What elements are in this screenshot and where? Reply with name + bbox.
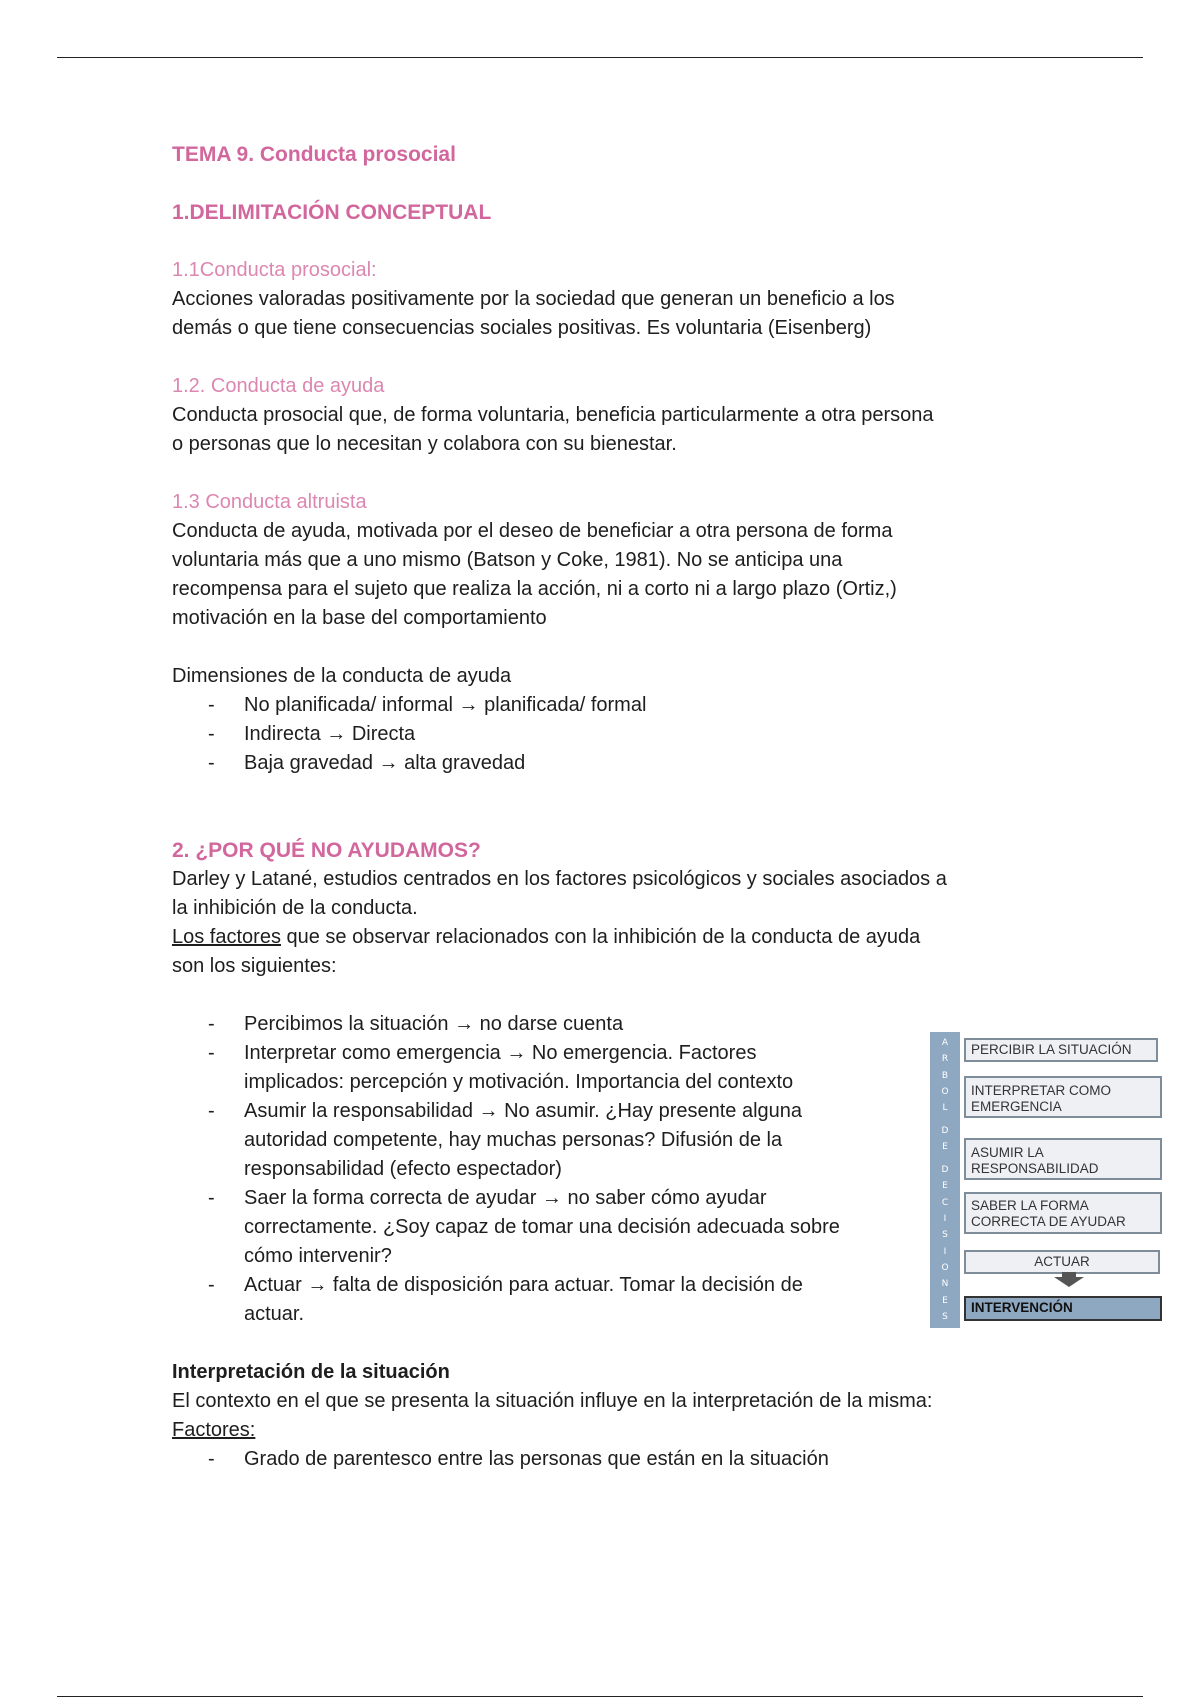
list-item-line: actuar.	[244, 1303, 305, 1325]
vertical-letter: E	[942, 1181, 948, 1192]
tree-step-assume: ASUMIR LA RESPONSABILIDAD	[964, 1138, 1162, 1180]
list-item-line: responsabilidad (efecto espectador)	[244, 1158, 562, 1180]
vertical-letter: O	[941, 1262, 949, 1273]
list-item-line: cómo intervenir?	[244, 1245, 392, 1267]
paragraph-line: Acciones valoradas positivamente por la sociedad que generan un beneficio a los	[172, 288, 895, 310]
dimensions-heading: Dimensiones de la conducta de ayuda	[172, 665, 512, 687]
vertical-letter: S	[942, 1230, 948, 1241]
paragraph-line: Darley y Latané, estudios centrados en los factores psicológicos y sociales asociados a	[172, 868, 947, 890]
list-item: - Grado de parentesco entre las personas que están en la situación	[172, 1445, 1052, 1474]
list-item-line: Percibimos la situación → no darse cuenta	[244, 1013, 624, 1035]
decision-tree-diagram	[930, 1032, 1162, 1328]
vertical-letter: B	[941, 1070, 949, 1081]
tree-step-perceive: PERCIBIR LA SITUACIÓN	[964, 1038, 1158, 1062]
vertical-letter: O	[941, 1086, 949, 1097]
list-item	[172, 1097, 924, 1184]
paragraph-line: demás o que tiene consecuencias sociales positivas. Es voluntaria (Eisenberg)	[172, 317, 872, 339]
vertical-letter: I	[943, 1246, 947, 1257]
subsection-1-3-heading: 1.3 Conducta altruista	[172, 491, 367, 513]
vertical-letter: L	[942, 1103, 948, 1114]
section-2-heading: 2. ¿POR QUÉ NO AYUDAMOS?	[172, 839, 481, 862]
dimensions-list	[172, 691, 1052, 778]
vertical-letter: E	[942, 1142, 948, 1153]
list-item	[172, 1010, 924, 1039]
list-item-line: correctamente. ¿Soy capaz de tomar una decisión adecuada sobre	[244, 1216, 840, 1238]
vertical-letter: A	[941, 1038, 949, 1048]
interpretation-factors-list	[172, 1445, 1052, 1474]
vertical-letter: S	[942, 1311, 948, 1322]
factors-list	[172, 1010, 1052, 1329]
factors-rest: que se observar relacionados con la inhibición de la conducta de ayuda	[280, 926, 921, 948]
decision-tree-vertical-label	[930, 1032, 960, 1328]
vertical-letter: D	[941, 1164, 949, 1175]
vertical-letter: D	[941, 1125, 949, 1136]
list-item-line: Saer la forma correcta de ayudar → no saber cómo ayudar	[244, 1187, 767, 1209]
list-item: - Baja gravedad → alta gravedad	[172, 749, 1052, 778]
paragraph-line: motivación en la base del comportamiento	[172, 607, 547, 629]
paragraph-line: voluntaria más que a uno mismo (Batson y Coke, 1981). No se anticipa una	[172, 549, 843, 571]
subsection-1-1-heading: 1.1Conducta prosocial:	[172, 259, 377, 281]
list-item	[172, 1184, 924, 1271]
paragraph-line: son los siguientes:	[172, 955, 337, 977]
list-item: - No planificada/ informal → planificada/ formal	[172, 691, 1052, 720]
vertical-letter: I	[943, 1213, 947, 1224]
paragraph-line: Conducta de ayuda, motivada por el deseo de beneficiar a otra persona de forma	[172, 520, 893, 542]
interpretation-heading: Interpretación de la situación	[172, 1361, 450, 1383]
factors-line	[172, 923, 1052, 952]
list-item-line: implicados: percepción y motivación. Importancia del contexto	[244, 1071, 794, 1093]
list-item	[172, 1271, 924, 1329]
list-item: - Indirecta → Directa	[172, 720, 1052, 749]
paragraph-line: o personas que lo necesitan y colabora con su bienestar.	[172, 433, 677, 455]
vertical-letter: E	[942, 1295, 948, 1306]
vertical-letter: C	[941, 1197, 949, 1208]
document-title: TEMA 9. Conducta prosocial	[172, 143, 456, 166]
header-rule	[57, 57, 1143, 58]
footer-rule	[57, 1696, 1143, 1697]
paragraph-line: recompensa para el sujeto que realiza la acción, ni a corto ni a largo plazo (Ortiz,)	[172, 578, 897, 600]
factors-underlined: Los factores	[172, 926, 281, 948]
list-item-line: Interpretar como emergencia → No emergencia. Factores	[244, 1042, 757, 1064]
vertical-letter: R	[941, 1054, 949, 1065]
list-item-line: autoridad competente, hay muchas personas? Difusión de la	[244, 1129, 783, 1151]
list-item-line: Asumir la responsabilidad → No asumir. ¿Hay presente alguna	[244, 1100, 803, 1122]
document-body	[172, 140, 1052, 1474]
list-item-line: Actuar → falta de disposición para actuar. Tomar la decisión de	[244, 1274, 803, 1296]
tree-step-intervention: INTERVENCIÓN	[964, 1296, 1162, 1321]
subsection-1-2-heading: 1.2. Conducta de ayuda	[172, 375, 385, 397]
list-item	[172, 1039, 924, 1097]
paragraph-line: la inhibición de la conducta.	[172, 897, 418, 919]
paragraph-line: Conducta prosocial que, de forma voluntaria, beneficia particularmente a otra persona	[172, 404, 934, 426]
paragraph-line: El contexto en el que se presenta la situación influye en la interpretación de la misma:	[172, 1390, 933, 1412]
section-1-heading: 1.DELIMITACIÓN CONCEPTUAL	[172, 201, 492, 224]
vertical-letter: N	[941, 1279, 949, 1290]
tree-step-interpret: INTERPRETAR COMO EMERGENCIA	[964, 1076, 1162, 1118]
factors-label: Factores:	[172, 1419, 256, 1441]
down-arrow-icon	[1054, 1277, 1084, 1287]
tree-step-act: ACTUAR	[964, 1250, 1160, 1274]
tree-step-know-how: SABER LA FORMA CORRECTA DE AYUDAR	[964, 1192, 1162, 1234]
